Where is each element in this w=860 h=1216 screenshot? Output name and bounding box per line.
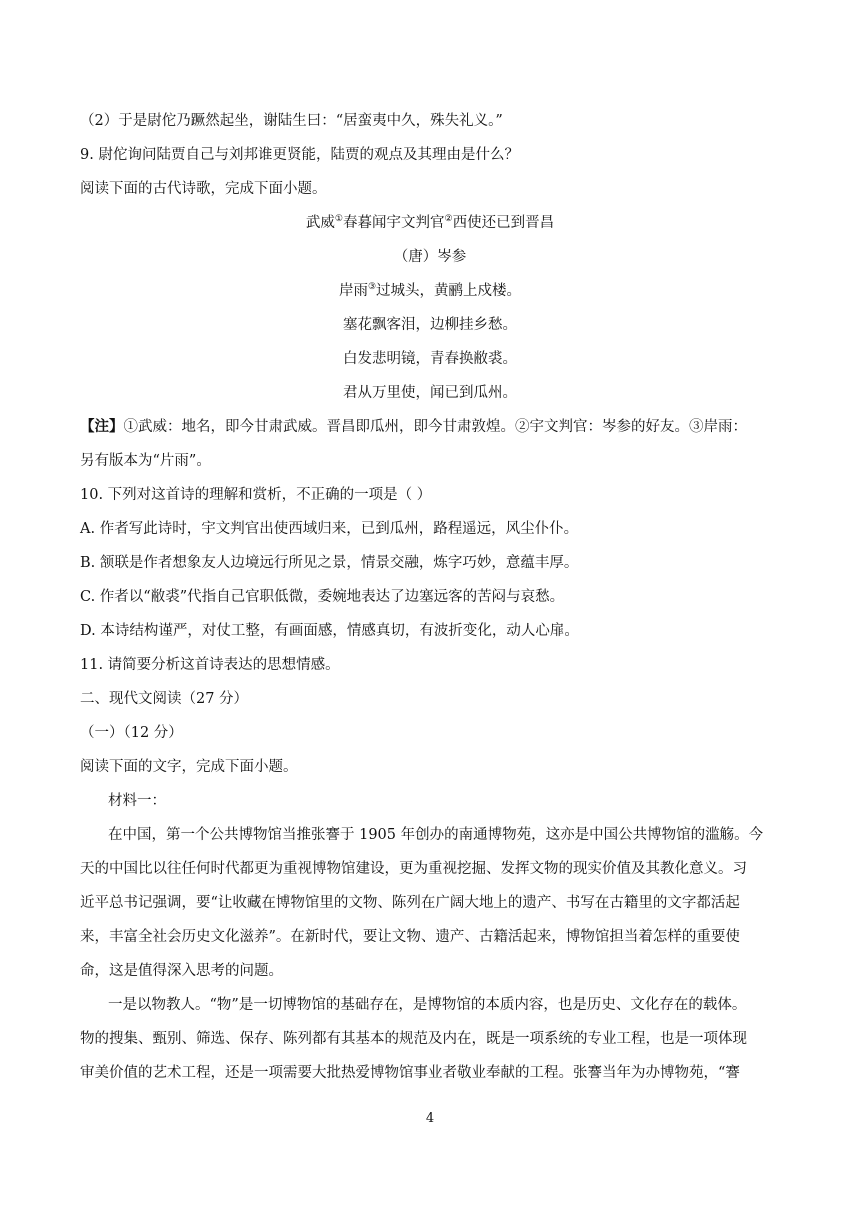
question-10: 10. 下列对这首诗的理解和赏析，不正确的一项是（ ） <box>80 487 432 503</box>
page-number: 4 <box>425 1111 435 1126</box>
paragraph-2-line-3: 审美价值的艺术工程，还是一项需要大批热爱博物馆事业者敬业奉献的工程。张謇当年为办博物苑，“謇 <box>80 1065 740 1081</box>
poem-note-cont: 另有版本为“片雨”。 <box>80 453 211 469</box>
paragraph-1-line-4: 来，丰富全社会历史文化滋养”。在新时代，要让文物、遗产、古籍活起来，博物馆担当着怎样的重要使 <box>80 929 740 945</box>
paragraph-1-line-1: 在中国，第一个公共博物馆当推张謇于 1905 年创办的南通博物苑，这亦是中国公共博物馆的滥觞。今 <box>108 827 764 843</box>
note-label: 【注】 <box>80 418 124 435</box>
option-d: D. 本诗结构谨严，对仗工整，有画面感，情感真切，有波折变化，动人心扉。 <box>80 623 579 639</box>
paragraph-1-line-2: 天的中国比以往任何时代都更为重视博物馆建设，更为重视挖掘、发挥文物的现实价值及其教化意义。习 <box>80 861 747 877</box>
poem-line-3: 白发悲明镜，青春换敝裘。 <box>343 351 517 367</box>
note-text-1: ①武威：地名，即今甘肃武威。晋昌即瓜州，即今甘肃敦煌。②宇文判官：岑参的好友。③岸雨： <box>123 419 747 435</box>
question-9: 9. 尉佗询问陆贾自己与刘邦谁更贤能，陆贾的观点及其理由是什么？ <box>80 147 519 163</box>
paragraph-2-line-2: 物的搜集、甄别、筛选、保存、陈列都有其基本的规范及内在，既是一项系统的专业工程，也是一项体现 <box>80 1031 747 1047</box>
footnote-mark-1: ① <box>334 214 343 225</box>
poem-title <box>0 213 860 233</box>
footnote-mark-2: ② <box>444 214 453 225</box>
poem-title-part3: 西使还已到晋昌 <box>452 215 555 231</box>
poem-line-1-part2: 过城头，黄鹂上戍楼。 <box>376 283 522 299</box>
option-c: C. 作者以“敝裘”代指自己官职低微，委婉地表达了边塞远客的苦闷与哀愁。 <box>80 589 565 605</box>
poem-line-2: 塞花飘客泪，边柳挂乡愁。 <box>343 317 517 333</box>
poem-title-part2: 春暮闻宇文判官 <box>343 215 445 231</box>
poem-line-4: 君从万里使，闻已到瓜州。 <box>343 385 517 401</box>
material-label: 材料一： <box>108 793 166 809</box>
paragraph-1-line-5: 命，这是值得深入思考的问题。 <box>80 963 283 979</box>
reading-instruction: 阅读下面的文字，完成下面小题。 <box>80 759 298 775</box>
poem-line-1-part1: 岸雨 <box>338 283 368 299</box>
section-heading: 二、现代文阅读（27 分） <box>80 691 249 707</box>
option-b: B. 颔联是作者想象友人边境远行所见之景，情景交融，炼字巧妙，意蕴丰厚。 <box>80 555 579 571</box>
option-a: A. 作者写此诗时，宇文判官出使西域归来，已到瓜州，路程遥远，风尘仆仆。 <box>80 521 579 537</box>
answer-line-2: （2）于是尉佗乃蹶然起坐，谢陆生曰：“居蛮夷中久，殊失礼义。” <box>80 113 503 129</box>
paragraph-1-line-3: 近平总书记强调，要“让收藏在博物馆里的文物、陈列在广阔大地上的遗产、书写在古籍里的文字都活起 <box>80 895 740 911</box>
poem-line-1 <box>0 281 860 301</box>
subsection-heading: （一）（12 分） <box>80 725 183 741</box>
question-11: 11. 请简要分析这首诗表达的思想情感。 <box>80 657 340 673</box>
poem-author: （唐）岑参 <box>393 249 467 265</box>
paragraph-2-line-1: 一是以物教人。“物”是一切博物馆的基础存在，是博物馆的本质内容，也是历史、文化存在的载体。 <box>108 997 747 1013</box>
footnote-mark-3: ③ <box>367 282 377 293</box>
poem-instruction: 阅读下面的古代诗歌，完成下面小题。 <box>80 181 327 197</box>
poem-note <box>80 417 790 437</box>
poem-title-part1: 武威 <box>305 215 335 231</box>
